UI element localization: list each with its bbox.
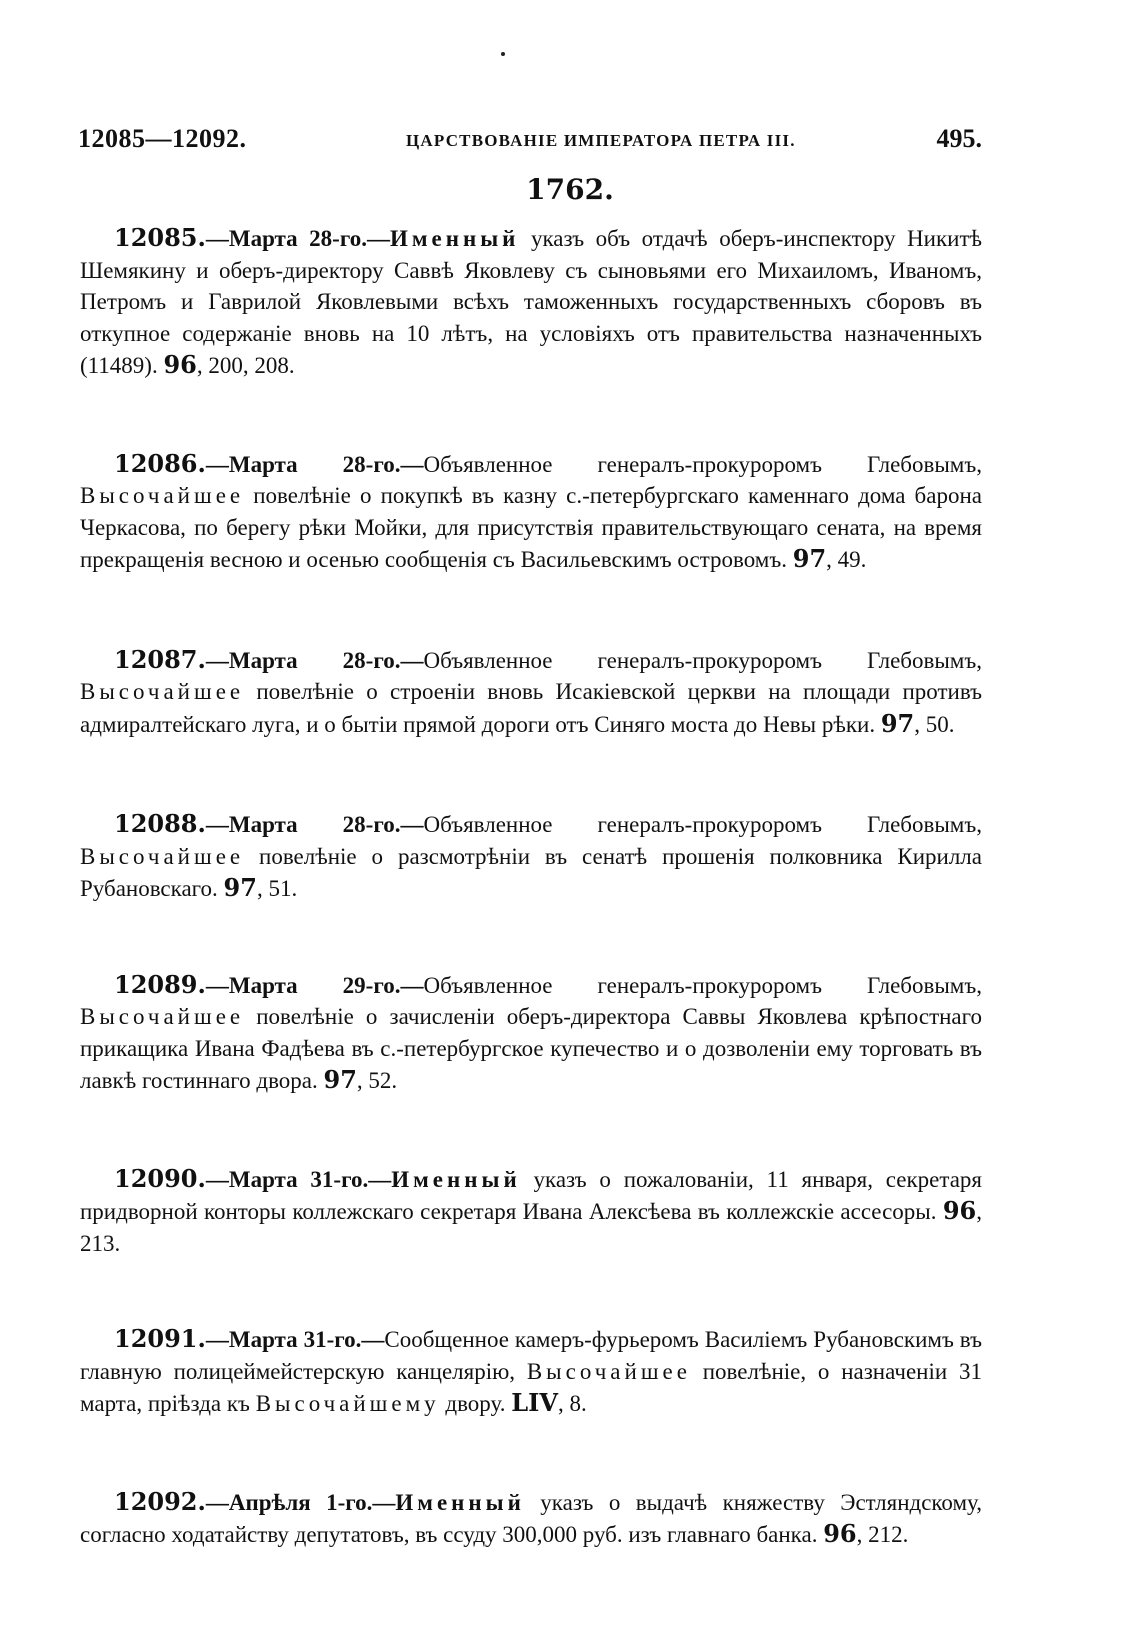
entry-text: указъ о пожалованіи, 11 января, секретаря придворной конторы коллежскаго секретаря Ивана Алексѣева въ коллежскіе ассесоры. bbox=[80, 1166, 982, 1224]
entry-volume: 97 bbox=[223, 873, 257, 902]
entry-range: 12085—12092. bbox=[78, 124, 247, 153]
entry-text: повелѣніе о разсмотрѣніи въ сенатѣ прошенія полковника Кирилла Рубановскаго. bbox=[80, 843, 982, 901]
entry-type: Высочайшее bbox=[80, 843, 245, 869]
entry-volume: 97 bbox=[323, 1065, 357, 1094]
entry-pages: , 8. bbox=[557, 1391, 587, 1416]
entry-pretext: Объявленное генералъ-прокуроромъ Глебовымъ, bbox=[423, 972, 982, 998]
entry-number: 12089. bbox=[114, 969, 206, 999]
entry-date: —Марта 28-го.— bbox=[205, 647, 424, 673]
entry-volume: 96 bbox=[163, 350, 197, 379]
entry-date: —Апрѣля 1-го.— bbox=[205, 1489, 396, 1515]
entry-text: указъ объ отдачѣ оберъ-инспектору Никитѣ Шемякину и оберъ-директору Саввѣ Яковлеву съ сыновьями его Михаиломъ, Иваномъ, Петромъ и Гаврилой Яковлевыми всѣхъ таможенныхъ государственныхъ сборовъ въ откупное содержаніе вновь на 10 лѣтъ, на условіяхъ отъ правительства назначенныхъ (11489). bbox=[80, 226, 982, 378]
entry-pretext: Сообщенное камеръ-фурьеромъ Василіемъ Рубановскимъ въ главную полицеймейстерскую канцелярію, bbox=[80, 1327, 982, 1384]
year-heading: 1762. bbox=[526, 173, 614, 206]
entry-text: указъ о выдачѣ княжеству Эстляндскому, согласно ходатайству депутатовъ, въ ссуду 300,000 руб. изъ главнаго банка. bbox=[80, 1489, 982, 1547]
entry-date: —Марта 31-го.— bbox=[205, 1327, 385, 1352]
entry-volume: 97 bbox=[792, 544, 827, 573]
entry-type: Высочайшее bbox=[80, 483, 245, 508]
entry-type: Именный bbox=[395, 1489, 525, 1515]
entry-pages: , 212. bbox=[856, 1522, 909, 1547]
entry-date: —Марта 28-го.— bbox=[205, 451, 424, 477]
entry-text-second: двору. bbox=[439, 1391, 512, 1416]
entry-type: Именный bbox=[389, 226, 520, 251]
entry-text: повелѣніе, о назначеніи 31 марта, пріѣзда къ bbox=[80, 1358, 982, 1416]
entry-date: —Марта 29-го.— bbox=[205, 972, 424, 998]
entry-date: —Марта 28-го.— bbox=[205, 812, 424, 837]
entry-type: Высочайшее bbox=[526, 1358, 691, 1384]
entry-type: Именный bbox=[391, 1166, 521, 1192]
entry-12085 bbox=[80, 222, 982, 382]
entry-12088 bbox=[80, 808, 982, 905]
entry-number: 12091. bbox=[114, 1324, 206, 1353]
entry-number: 12085. bbox=[114, 223, 206, 252]
entry-12090 bbox=[80, 1163, 982, 1260]
entry-pretext: Объявленное генералъ-прокуроромъ Глебовымъ, bbox=[423, 647, 982, 673]
entry-12086 bbox=[80, 448, 982, 576]
reign-title: ЦАРСТВОВАНІЕ ИМПЕРАТОРА ПЕТРА III. bbox=[406, 131, 796, 150]
page-number: 495. bbox=[936, 124, 982, 153]
entry-volume: 97 bbox=[880, 708, 915, 738]
entry-date: —Марта 31-го.— bbox=[205, 1166, 392, 1192]
entry-number: 12090. bbox=[114, 1163, 206, 1193]
entry-number: 12092. bbox=[114, 1486, 206, 1516]
entry-12092 bbox=[80, 1486, 982, 1551]
entry-pretext: Объявленное генералъ-прокуроромъ Глебовымъ, bbox=[423, 451, 982, 477]
entry-number: 12087. bbox=[114, 644, 206, 674]
entry-volume: LIV bbox=[511, 1388, 558, 1417]
entry-number: 12088. bbox=[114, 809, 206, 838]
entry-pages: , 49. bbox=[826, 547, 867, 572]
entry-text: повелѣніе о зачисленіи оберъ-директора Саввы Яковлева крѣпостнаго прикащика Ивана Фадѣева въ с.-петербургское купечество и о дозволеніи ему торговать въ лавкѣ гостиннаго двора. bbox=[80, 1004, 982, 1093]
entry-12087 bbox=[80, 644, 982, 741]
entry-pages: , 50. bbox=[914, 711, 955, 737]
entry-pages: , 213. bbox=[80, 1199, 982, 1256]
print-speck bbox=[501, 52, 505, 56]
entry-pretext: Объявленное генералъ-прокуроромъ Глебовымъ, bbox=[423, 812, 982, 837]
entry-volume: 96 bbox=[823, 1519, 857, 1548]
entry-text: повелѣніе о покупкѣ въ казну с.-петербургскаго каменнаго дома барона Черкасова, по берегу рѣки Мойки, для присутствія правительствующаго сената, на время прекращенія весною и осенью сообщенія съ Васильевскимъ островомъ. bbox=[80, 483, 982, 572]
entry-text: повелѣніе о строеніи вновь Исакіевской церкви на площади противъ адмиралтейскаго луга, и о бытіи прямой дороги отъ Синяго моста до Невы рѣки. bbox=[80, 679, 982, 737]
entry-number: 12086. bbox=[114, 448, 206, 478]
entry-type-second: Высочайшему bbox=[255, 1391, 440, 1416]
entry-pages: , 200, 208. bbox=[196, 353, 295, 378]
entry-pages: , 51. bbox=[256, 876, 298, 901]
entry-type: Высочайшее bbox=[80, 1004, 245, 1029]
entry-volume: 96 bbox=[942, 1196, 977, 1225]
entry-12089 bbox=[80, 969, 982, 1097]
entries-list bbox=[80, 222, 982, 1617]
entry-type: Высочайшее bbox=[80, 679, 245, 704]
entry-12091 bbox=[80, 1323, 982, 1420]
entry-date: —Марта 28-го.— bbox=[205, 226, 390, 251]
running-head bbox=[78, 124, 982, 160]
entry-pages: , 52. bbox=[356, 1068, 398, 1093]
